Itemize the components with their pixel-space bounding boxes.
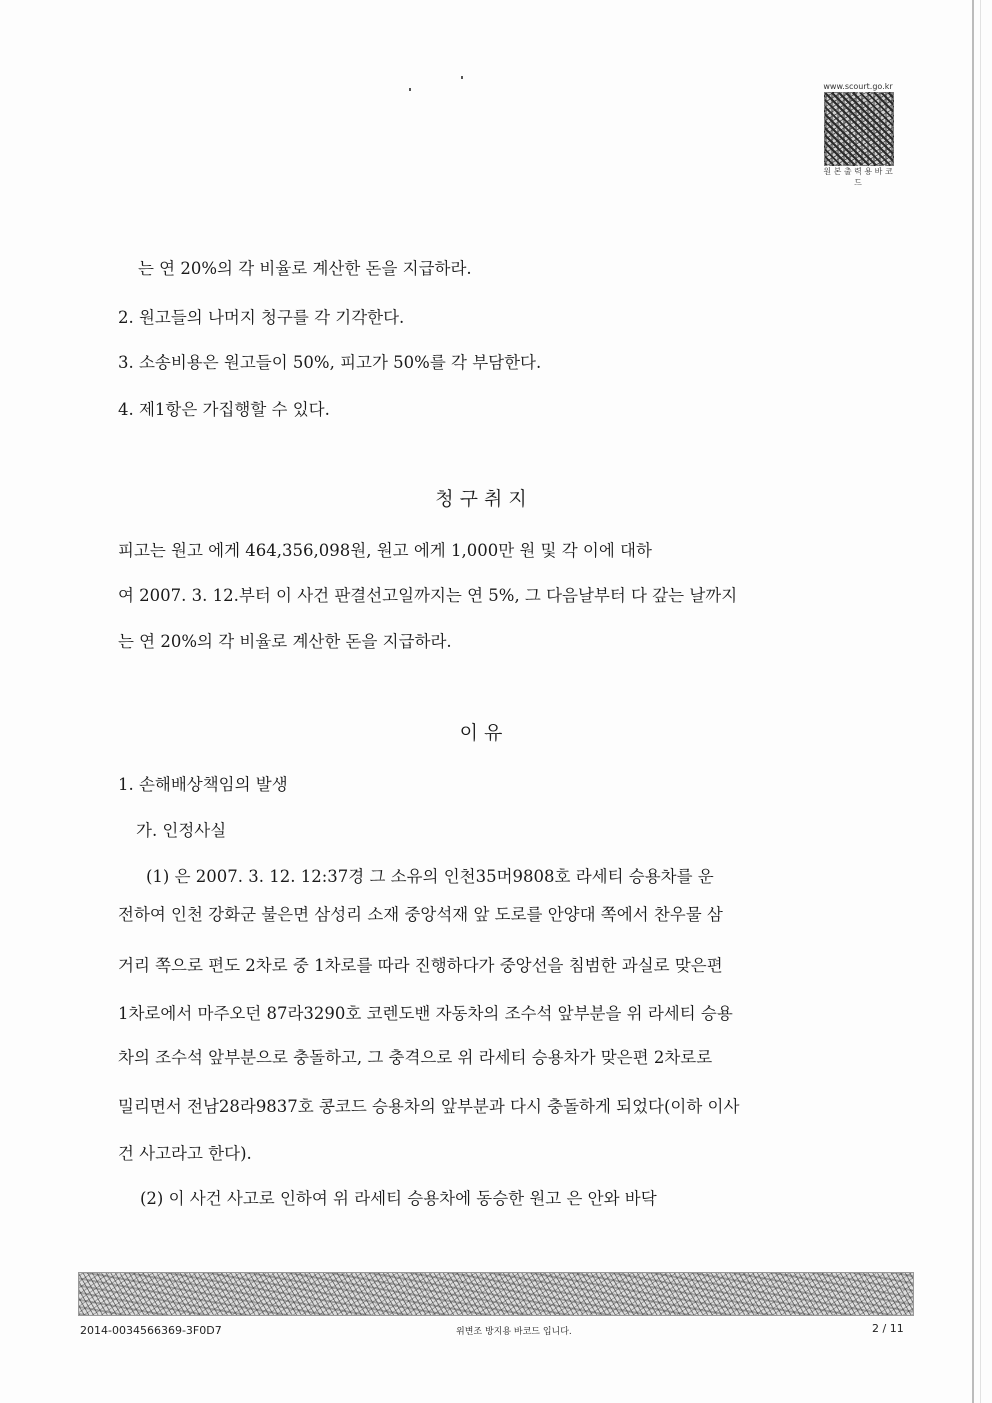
claim-heading: 청 구 취 지 — [435, 488, 527, 510]
page-edge-line — [980, 0, 981, 1403]
scan-speck — [409, 88, 411, 91]
reason-line: 거리 쪽으로 편도 2차로 중 1차로를 따라 진행하다가 중앙선을 침범한 과실로 맞은편 — [118, 956, 723, 975]
reason-line: 건 사고라고 한다). — [118, 1144, 252, 1163]
page-number: 2 / 11 — [872, 1322, 904, 1335]
page-edge-line — [972, 0, 974, 1403]
qr-url: www.scourt.go.kr — [823, 82, 893, 91]
body-line: 2. 원고들의 나머지 청구를 각 기각한다. — [118, 308, 405, 327]
reason-line: 전하여 인천 강화군 불은면 삼성리 소재 중앙석재 앞 도로를 안양대 쪽에서 찬우물 삼 — [118, 905, 723, 924]
reasons-heading: 이 유 — [459, 722, 503, 744]
reason-line: (2) 이 사건 사고로 인하여 위 라세티 승용차에 동승한 원고 은 안와 바닥 — [140, 1189, 657, 1208]
claim-line: 여 2007. 3. 12.부터 이 사건 판결선고일까지는 연 5%, 그 다음날부터 다 갚는 날까지 — [118, 586, 738, 605]
qr-caption: 원 본 출 력 용 바 코 드 — [823, 167, 893, 187]
reason-line: 차의 조수석 앞부분으로 충돌하고, 그 충격으로 위 라세티 승용차가 맞은편 2차로로 — [118, 1048, 713, 1067]
subsection-title: 가. 인정사실 — [136, 821, 227, 840]
section-title: 1. 손해배상책임의 발생 — [118, 775, 288, 794]
document-id: 2014-0034566369-3F0D7 — [80, 1324, 222, 1337]
qr-code-image — [824, 92, 894, 166]
reason-line: 밀리면서 전남28라9837호 콩코드 승용차의 앞부분과 다시 충돌하게 되었다(이하 이사 — [118, 1097, 740, 1116]
claim-line: 는 연 20%의 각 비율로 계산한 돈을 지급하라. — [118, 632, 452, 651]
body-line: 4. 제1항은 가집행할 수 있다. — [118, 400, 330, 419]
claim-line: 피고는 원고 에게 464,356,098원, 원고 에게 1,000만 원 및 각 이에 대하 — [118, 541, 652, 560]
reason-line: (1) 은 2007. 3. 12. 12:37경 그 소유의 인천35머9808호 라세티 승용차를 운 — [146, 867, 714, 886]
body-line: 3. 소송비용은 원고들이 50%, 피고가 50%를 각 부담한다. — [118, 353, 542, 372]
scan-speck — [461, 76, 463, 79]
qr-code-block — [820, 82, 896, 187]
body-line: 는 연 20%의 각 비율로 계산한 돈을 지급하라. — [138, 259, 472, 278]
barcode-notice: 위변조 방지용 바코드 입니다. — [456, 1327, 572, 1337]
anti-forgery-barcode — [78, 1272, 914, 1316]
reason-line: 1차로에서 마주오던 87라3290호 코렌도밴 자동차의 조수석 앞부분을 위 라세티 승용 — [118, 1004, 733, 1023]
